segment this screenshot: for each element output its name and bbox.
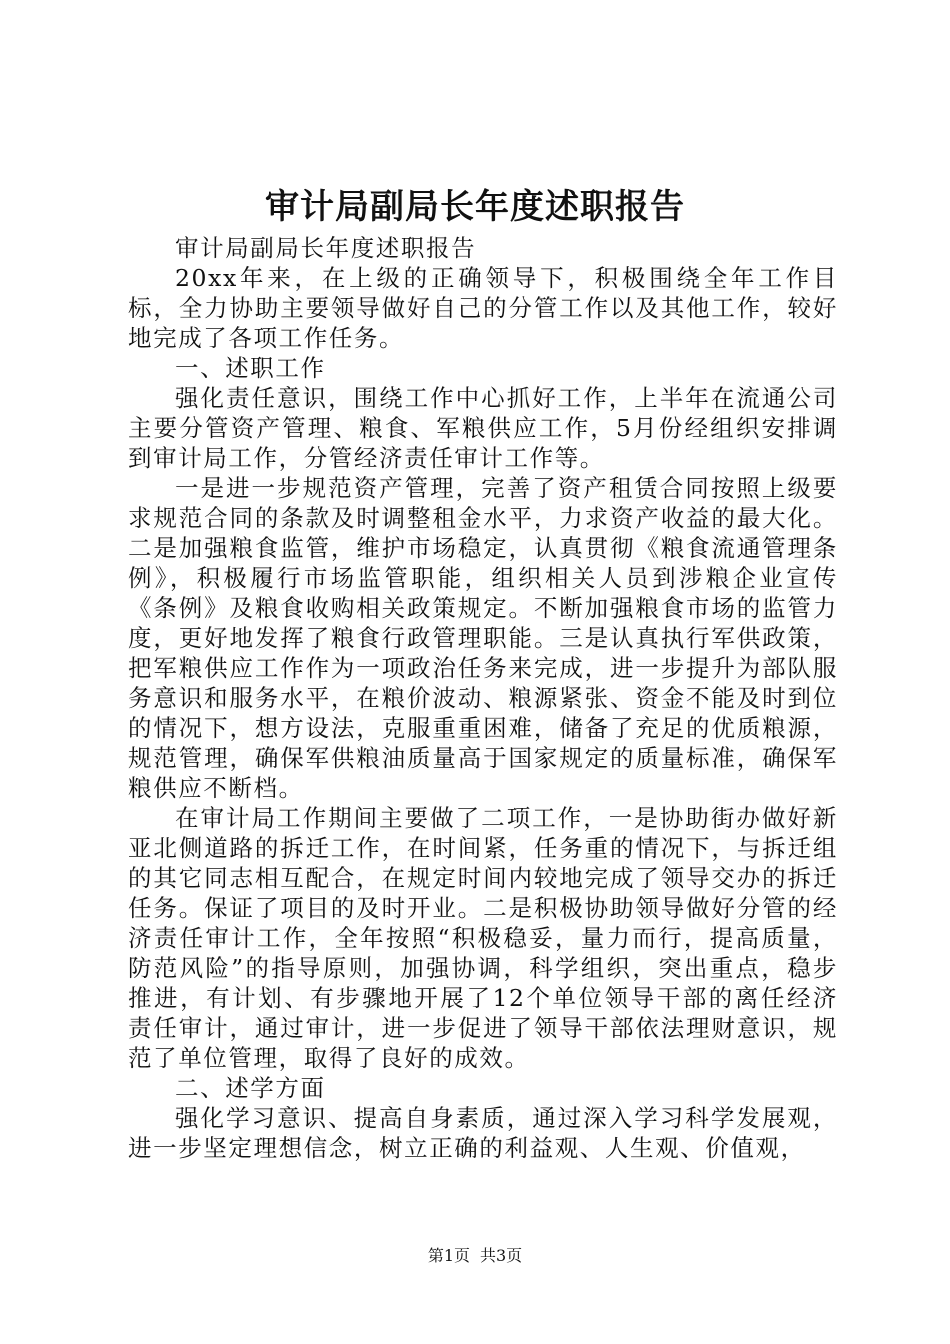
paragraph-study: 强化学习意识、提高自身素质，通过深入学习科学发展观，进一步坚定理想信念，树立正确的利益观、人生观、价值观， <box>128 1104 838 1162</box>
paragraph-responsibility: 强化责任意识，围绕工作中心抓好工作，上半年在流通公司主要分管资产管理、粮食、军粮供应工作，5月份经组织安排调到审计局工作，分管经济责任审计工作等。 <box>128 384 838 472</box>
paragraph-audit-work: 在审计局工作期间主要做了二项工作，一是协助街办做好新亚北侧道路的拆迁工作，在时间紧，任务重的情况下，与拆迁组的其它同志相互配合，在规定时间内较地完成了领导交办的拆迁任务。保证了项目的及时开业。二是积极协助领导做好分管的经济责任审计工作，全年按照“积极稳妥，量力而行，提高质量，防范风险”的指导原则，加强协调，科学组织，突出重点，稳步推进，有计划、有步骤地开展了12个单位领导干部的离任经济责任审计，通过审计，进一步促进了领导干部依法理财意识，规范了单位管理，取得了良好的成效。 <box>128 804 838 1072</box>
paragraph-asset-management: 一是进一步规范资产管理，完善了资产租赁合同按照上级要求规范合同的条款及时调整租金水平，力求资产收益的最大化。二是加强粮食监管，维护市场稳定，认真贯彻《粮食流通管理条例》，积极履行市场监管职能，组织相关人员到涉粮企业宣传《条例》及粮食收购相关政策规定。不断加强粮食市场的监管力度，更好地发挥了粮食行政管理职能。三是认真执行军供政策，把军粮供应工作作为一项政治任务来完成，进一步提升为部队服务意识和服务水平，在粮价波动、粮源紧张、资金不能及时到位的情况下，想方设法，克服重重困难，储备了充足的优质粮源，规范管理，确保军供粮油质量高于国家规定的质量标准，确保军粮供应不断档。 <box>128 474 838 802</box>
page-total: 共3页 <box>480 1246 523 1265</box>
section-heading-study: 二、述学方面 <box>175 1074 326 1102</box>
paragraph-intro: 20xx年来，在上级的正确领导下，积极围绕全年工作目标，全力协助主要领导做好自己的分管工作以及其他工作，较好地完成了各项工作任务。 <box>128 264 838 352</box>
document-body <box>128 233 838 1163</box>
page-footer <box>0 1244 950 1268</box>
document-title: 审计局副局长年度述职报告 <box>265 187 685 227</box>
paragraph-subtitle: 审计局副局长年度述职报告 <box>175 234 477 262</box>
section-heading-work: 一、述职工作 <box>175 354 326 382</box>
page-number: 第1页 <box>427 1246 470 1265</box>
